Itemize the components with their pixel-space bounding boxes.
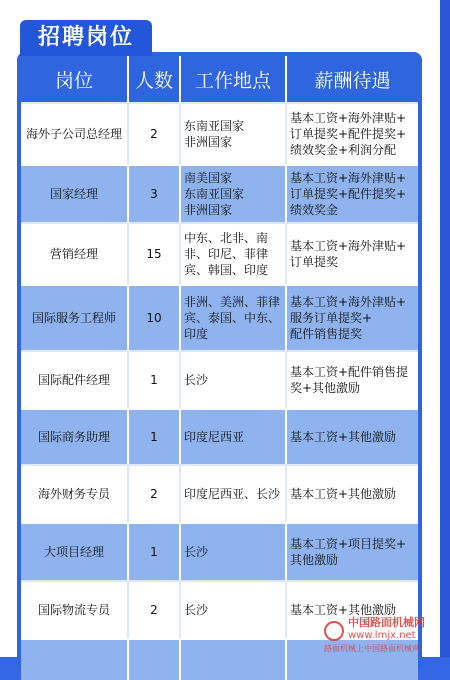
right-edge xyxy=(440,0,450,657)
table-header-row xyxy=(21,56,418,102)
cell-pay: 基本工资+其他激励 xyxy=(287,464,418,522)
cell-position: 国际配件经理 xyxy=(21,350,129,408)
cell-position xyxy=(21,638,129,680)
cell-position: 海外子公司总经理 xyxy=(21,102,129,164)
header-count: 人数 xyxy=(129,56,181,102)
table-row xyxy=(21,464,418,522)
cell-location: 长沙 xyxy=(181,350,287,408)
cell-count: 1 xyxy=(129,350,181,408)
cell-location xyxy=(181,638,287,680)
header-position: 岗位 xyxy=(21,56,129,102)
cell-position: 国际服务工程师 xyxy=(21,284,129,350)
cell-position: 国际商务助理 xyxy=(21,408,129,464)
cell-location: 中东、北非、南 非、印尼、菲律 宾、韩国、印度 xyxy=(181,222,287,284)
cell-pay: 基本工资+其他激励 xyxy=(287,580,418,638)
cell-location: 非洲、美洲、菲律 宾、泰国、中东、 印度 xyxy=(181,284,287,350)
cell-count: 2 xyxy=(129,580,181,638)
cell-location: 南美国家 东南亚国家 非洲国家 xyxy=(181,164,287,222)
cell-count: 15 xyxy=(129,222,181,284)
cell-count: 10 xyxy=(129,284,181,350)
cell-location: 印度尼西亚、长沙 xyxy=(181,464,287,522)
cell-pay: 基本工资+配件销售提 奖+其他激励 xyxy=(287,350,418,408)
header-location: 工作地点 xyxy=(181,56,287,102)
watermark-logo-icon xyxy=(324,621,344,641)
cell-pay: 基本工资+项目提奖+ 其他激励 xyxy=(287,522,418,580)
cell-location: 长沙 xyxy=(181,522,287,580)
cell-location: 长沙 xyxy=(181,580,287,638)
cell-count: 2 xyxy=(129,464,181,522)
cell-position: 国家经理 xyxy=(21,164,129,222)
cell-location: 印度尼西亚 xyxy=(181,408,287,464)
table-row xyxy=(21,350,418,408)
table-row xyxy=(21,408,418,464)
cell-pay: 基本工资+海外津贴+ 服务订单提奖+ 配件销售提奖 xyxy=(287,284,418,350)
table-row xyxy=(21,102,418,164)
watermark xyxy=(324,615,436,653)
cell-count: 3 xyxy=(129,164,181,222)
table-row xyxy=(21,222,418,284)
cell-position: 海外财务专员 xyxy=(21,464,129,522)
cell-count xyxy=(129,638,181,680)
cell-pay: 基本工资+海外津贴+ 订单提奖 xyxy=(287,222,418,284)
table-row xyxy=(21,284,418,350)
cell-position: 国际物流专员 xyxy=(21,580,129,638)
recruitment-table xyxy=(21,56,418,680)
cell-position: 营销经理 xyxy=(21,222,129,284)
cell-position: 大项目经理 xyxy=(21,522,129,580)
cell-pay: 基本工资+其他激励 xyxy=(287,408,418,464)
watermark-line3: 路面机械上中国路面机械网 xyxy=(324,644,420,653)
cell-count: 1 xyxy=(129,522,181,580)
header-pay: 薪酬待遇 xyxy=(287,56,418,102)
cell-count: 2 xyxy=(129,102,181,164)
table-row xyxy=(21,522,418,580)
cell-pay: 基本工资+海外津贴+ 订单提奖+配件提奖+ 绩效奖金 xyxy=(287,164,418,222)
section-title: 招聘岗位 xyxy=(20,20,152,56)
table-row xyxy=(21,164,418,222)
watermark-line1: 中国路面机械网 xyxy=(348,616,425,629)
cell-location: 东南亚国家 非洲国家 xyxy=(181,102,287,164)
cell-pay: 基本工资+海外津贴+ 订单提奖+配件提奖+ 绩效奖金+利润分配 xyxy=(287,102,418,164)
cell-count: 1 xyxy=(129,408,181,464)
watermark-line2: www.lmjx.net xyxy=(348,630,416,641)
